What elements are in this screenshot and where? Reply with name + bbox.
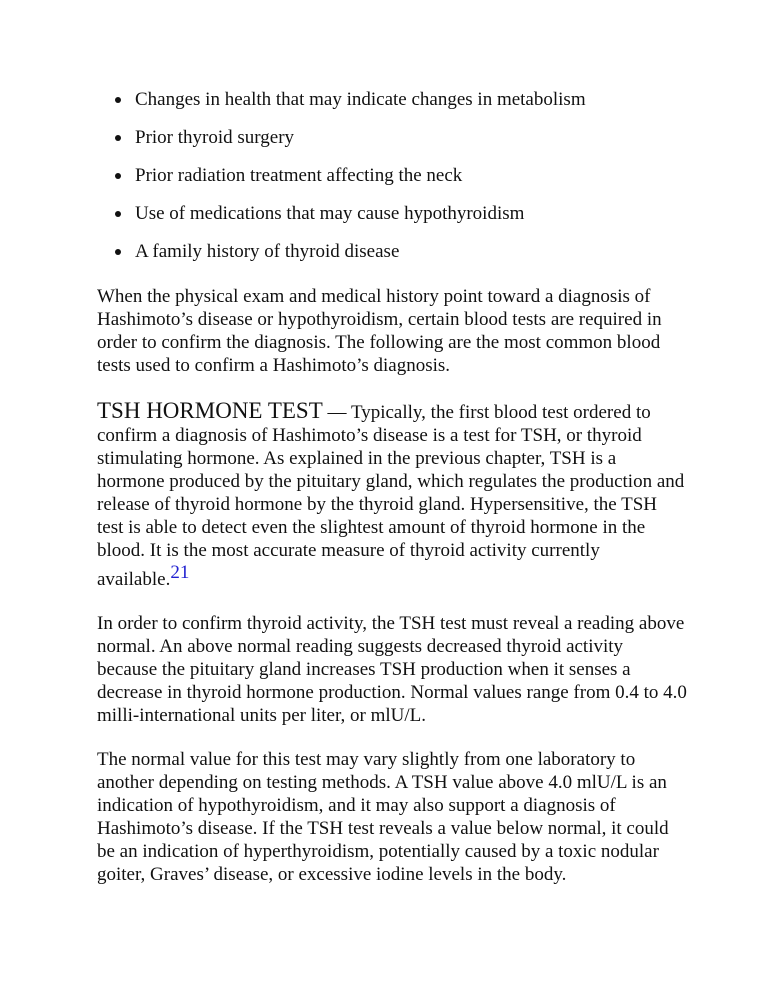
tsh-body-text: Typically, the first blood test ordered to confirm a diagnosis of Hashimoto’s disease is a test for TSH, or thyroid stimulating hormone. As explained in the previous chapter, TSH is a hormone produced by the pituitary gland, which regulates the production and release of thyroid hormone by the thyroid gland. Hypersensitive, the TSH test is able to detect even the slightest amount of thyroid hormone in the blood. It is the most accurate measure of thyroid activity currently <box>97 402 685 561</box>
bullet-icon <box>115 211 121 217</box>
bullet-icon <box>115 135 121 141</box>
bullet-icon <box>115 97 121 103</box>
risk-factor-list <box>97 88 687 263</box>
list-item <box>97 202 687 225</box>
tsh-last-word: available. <box>97 569 171 590</box>
heading-separator: — <box>322 402 351 423</box>
paragraph-tsh-reading: In order to confirm thyroid activity, the TSH test must reveal a reading above normal. An above normal reading suggests decreased thyroid activity because the pituitary gland increases TSH production when it senses a decrease in thyroid hormone production. Normal values range from 0.4 to 4.0 milli-international units per liter, or mlU/L. <box>97 613 687 726</box>
list-item-text: Prior radiation treatment affecting the neck <box>135 165 463 186</box>
list-item <box>97 88 687 111</box>
section-heading-tsh: TSH HORMONE TEST <box>97 398 323 423</box>
list-item-text: Prior thyroid surgery <box>135 127 295 148</box>
document-page <box>97 88 687 886</box>
paragraph-diagnosis-intro: When the physical exam and medical history point toward a diagnosis of Hashimoto’s disease or hypothyroidism, certain blood tests are required in order to confirm the diagnosis. The following are the most common blood tests used to confirm a Hashimoto’s diagnosis. <box>97 286 662 376</box>
bullet-icon <box>115 173 121 179</box>
list-item-text: Use of medications that may cause hypothyroidism <box>135 203 525 224</box>
list-item-text: A family history of thyroid disease <box>135 241 400 262</box>
footnote-link[interactable]: 21 <box>170 562 190 583</box>
list-item <box>97 126 687 149</box>
tsh-last-line <box>97 562 190 591</box>
paragraph-tsh-test <box>97 399 687 591</box>
list-item <box>97 164 687 187</box>
bullet-icon <box>115 249 121 255</box>
list-item <box>97 240 687 263</box>
list-item-text: Changes in health that may indicate changes in metabolism <box>135 89 586 110</box>
paragraph-tsh-normal-value: The normal value for this test may vary slightly from one laboratory to another depending on testing methods. A TSH value above 4.0 mlU/L is an indication of hypothyroidism, and it may also support a diagnosis of Hashimoto’s disease. If the TSH test reveals a value below normal, it could be an indication of hyperthyroidism, potentially caused by a toxic nodular goiter, Graves’ disease, or excessive iodine levels in the body. <box>97 749 669 885</box>
